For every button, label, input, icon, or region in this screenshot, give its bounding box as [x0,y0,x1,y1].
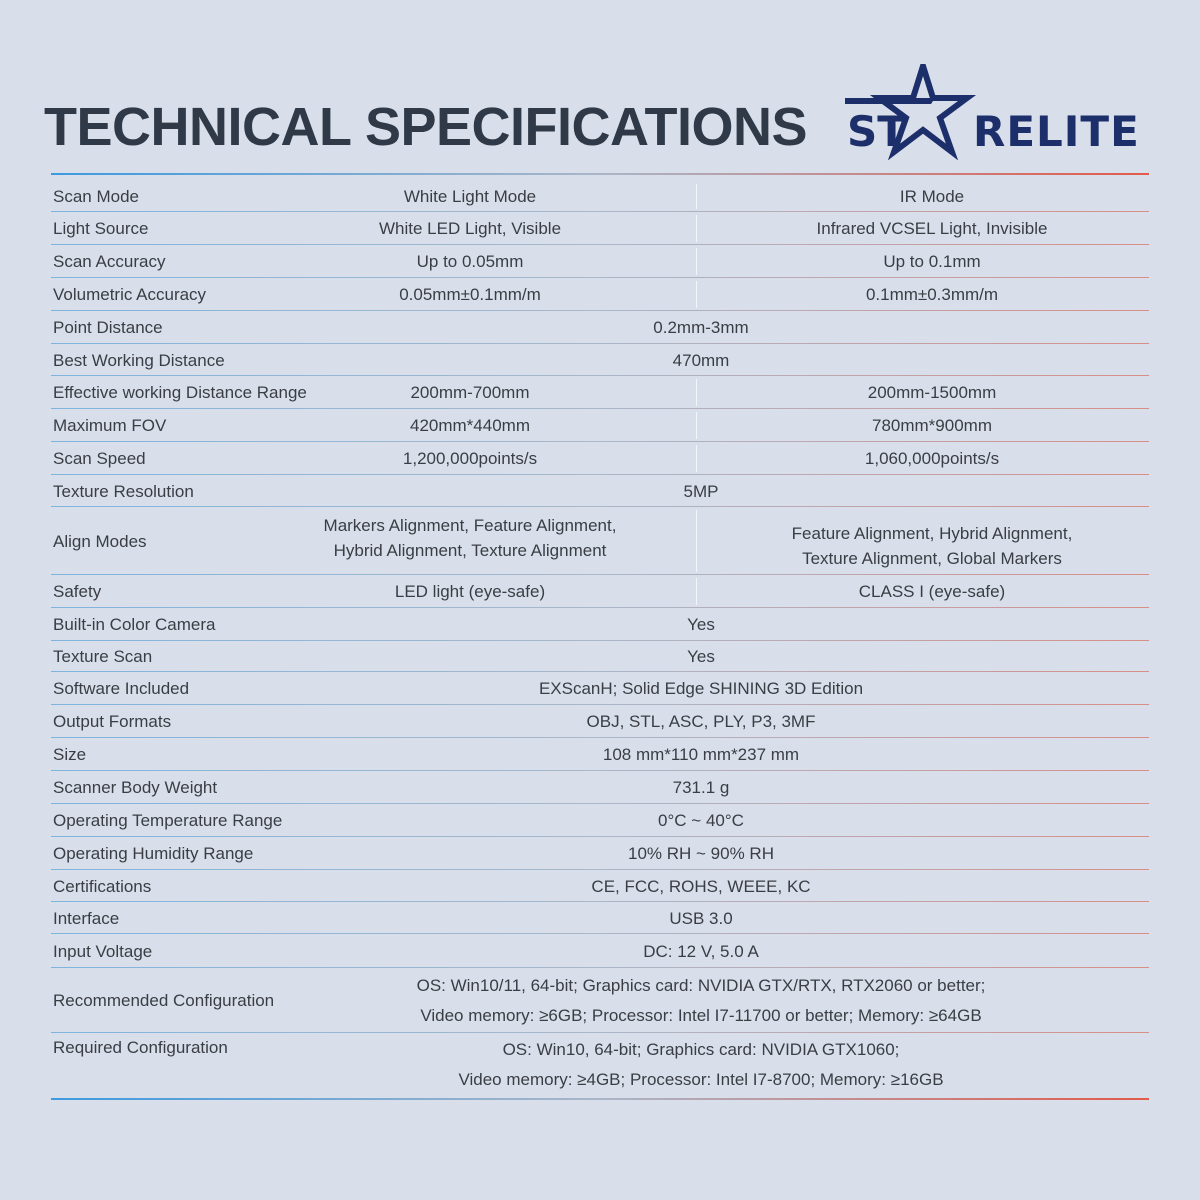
shared-value: 470mm [672,350,730,370]
value-line: Video memory: ≥4GB; Processor: Intel I7-8700; Memory: ≥16GB [458,1069,944,1089]
white-light-value: White LED Light, Visible [378,219,562,238]
spec-row [51,641,1149,672]
spec-label: Scan Accuracy [53,252,166,271]
white-light-value: 1,200,000points/s [402,449,538,468]
spec-label: Operating Temperature Range [53,811,283,830]
bottom-rule [51,1098,1149,1100]
spec-label: Align Modes [53,531,147,551]
shared-value: Yes [687,647,715,666]
spec-row [51,245,1149,278]
value-line: Texture Alignment, Global Markers [802,549,1062,568]
shared-value: USB 3.0 [669,908,733,928]
svg-text:RELITE: RELITE [973,107,1140,156]
spec-row [51,968,1149,1033]
ir-value: IR Mode [899,187,965,206]
spec-row [51,575,1149,608]
ir-value: 1,060,000points/s [864,449,1000,468]
shared-value: OBJ, STL, ASC, PLY, P3, 3MF [586,712,816,731]
spec-label: Operating Humidity Range [53,844,254,863]
spec-label: Light Source [53,219,149,238]
config-value [201,1033,1200,1096]
spec-row [51,804,1149,837]
spec-row [51,311,1149,344]
spec-row [51,278,1149,311]
spec-row [51,902,1149,934]
white-light-value: Up to 0.05mm [416,252,524,271]
spec-table [51,181,1149,1096]
shared-value: 731.1 g [672,778,730,797]
ir-value: Infrared VCSEL Light, Invisible [816,219,1048,238]
value-line: OS: Win10, 64-bit; Graphics card: NVIDIA GTX1060; [502,1039,900,1059]
shared-value: 5MP [683,481,719,501]
value-line: Video memory: ≥6GB; Processor: Intel I7-11700 or better; Memory: ≥64GB [420,1005,982,1025]
svg-text:ST: ST [847,107,906,156]
spec-label: Scan Mode [53,187,139,206]
spec-label: Volumetric Accuracy [53,285,207,304]
value-line: Feature Alignment, Hybrid Alignment, [791,524,1073,543]
shared-value: 0°C ~ 40°C [658,811,744,830]
config-value [201,968,1200,1033]
spec-row [51,837,1149,870]
spec-label: Safety [53,582,102,601]
spec-row [51,608,1149,641]
spec-row [51,442,1149,475]
spec-label: Software Included [53,679,190,698]
spec-label: Maximum FOV [53,416,167,435]
page-title: TECHNICAL SPECIFICATIONS [44,97,808,157]
white-light-value: 420mm*440mm [410,416,530,435]
shared-value: 10% RH ~ 90% RH [628,844,774,863]
spec-label: Scan Speed [53,449,146,468]
spec-label: Point Distance [53,318,163,337]
spec-row [51,705,1149,738]
spec-label: Texture Resolution [53,481,194,501]
brand-logo [845,64,1140,160]
spec-row [51,376,1149,409]
spec-label: Scanner Body Weight [53,778,218,797]
value-line: Markers Alignment, Feature Alignment, [323,516,617,535]
shared-value: 108 mm*110 mm*237 mm [602,745,800,764]
spec-label: Texture Scan [53,647,153,666]
ir-value: 780mm*900mm [872,416,992,435]
white-light-value: 0.05mm±0.1mm/m [399,285,541,304]
shared-value: Yes [687,615,715,634]
spec-row [51,870,1149,902]
shared-value: 0.2mm-3mm [653,318,749,337]
shared-value: DC: 12 V, 5.0 A [643,941,759,961]
ir-value: CLASS I (eye-safe) [858,582,1006,601]
ir-value [697,507,1167,575]
spec-row [51,409,1149,442]
top-rule [51,173,1149,175]
spec-row [51,934,1149,968]
spec-row [51,672,1149,705]
white-light-value: White Light Mode [403,187,537,206]
ir-value: Up to 0.1mm [883,252,981,271]
shared-value: EXScanH; Solid Edge SHINING 3D Edition [538,679,864,698]
spec-label: Size [53,745,87,764]
shared-value: CE, FCC, ROHS, WEEE, KC [591,876,811,896]
spec-row [51,1033,1149,1096]
spec-row [51,771,1149,804]
spec-label: Built-in Color Camera [53,615,216,634]
spec-label: Input Voltage [53,941,153,961]
white-light-value: LED light (eye-safe) [394,582,546,601]
spec-row [51,212,1149,245]
white-light-value: 200mm-700mm [410,383,530,402]
spec-row [51,475,1149,507]
spec-label: Effective working Distance Range [53,383,307,402]
spec-row [51,181,1149,212]
spec-label: Recommended Configuration [53,991,275,1010]
white-light-value [295,507,645,575]
spec-label: Required Configuration [53,1038,228,1057]
spec-label: Certifications [53,876,152,896]
spec-label: Output Formats [53,712,172,731]
value-line: OS: Win10/11, 64-bit; Graphics card: NVIDIA GTX/RTX, RTX2060 or better; [416,975,986,995]
ir-value: 200mm-1500mm [867,383,997,402]
ir-value: 0.1mm±0.3mm/m [865,285,999,304]
spec-row [51,507,1149,575]
spec-row [51,344,1149,376]
value-line: Hybrid Alignment, Texture Alignment [333,541,607,560]
spec-label: Best Working Distance [53,350,225,370]
spec-label: Interface [53,908,120,928]
spec-row [51,738,1149,771]
